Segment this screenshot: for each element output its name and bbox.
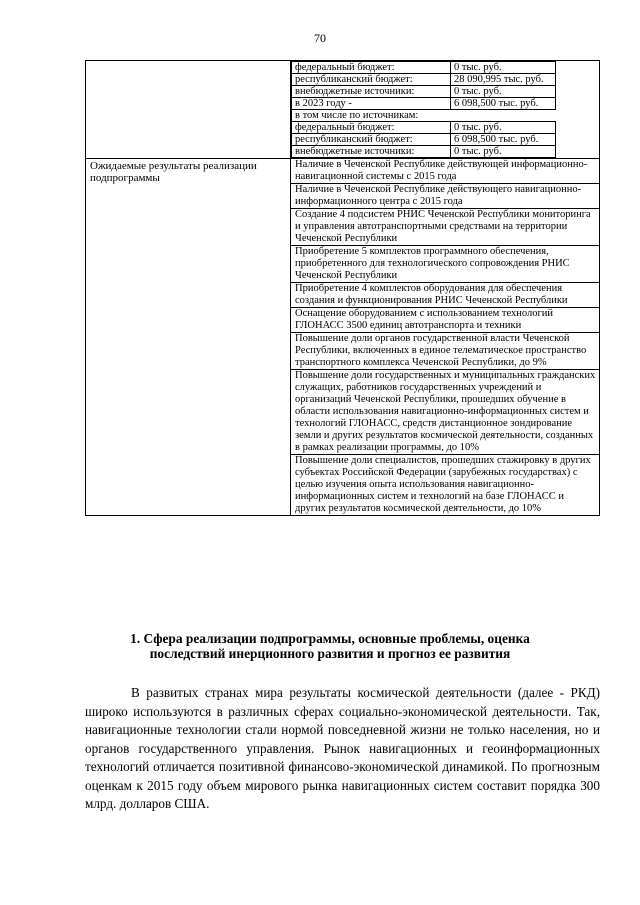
result-item: Оснащение оборудованием с использованием технологий ГЛОНАСС 3500 единиц автотранспорта и техники <box>291 308 600 333</box>
result-item: Приобретение 5 комплектов программного обеспечения, приобретенного для технологического сопровождения РНИС Чеченской Республики <box>291 246 600 283</box>
result-item: Повышение доли органов государственной власти Чеченской Республики, включенных в единое телематическое пространство транспортного комплекса Чеченской Республики, до 9% <box>291 333 600 370</box>
funding-amount: 0 тыс. руб. <box>451 86 556 98</box>
result-item: Наличие в Чеченской Республике действующей информационно-навигационной системы с 2015 года <box>291 159 600 184</box>
funding-source-label: внебюджетные источники: <box>292 146 451 158</box>
funding-amount: 0 тыс. руб. <box>451 62 556 74</box>
funding-line <box>292 86 556 98</box>
funding-source-label: внебюджетные источники: <box>292 86 451 98</box>
result-item: Повышение доли специалистов, прошедших стажировку в других субъектах Российской Федерации (зарубежных государствах) с целью изучения опыта использования навигационно-информационных систем и технологий на базе ГЛОНАСС и других результатов космической деятельности, до 10% <box>291 455 600 516</box>
funding-line <box>292 146 556 158</box>
funding-line <box>292 62 556 74</box>
passport-table <box>85 60 600 516</box>
result-item: Создание 4 подсистем РНИС Чеченской Республики мониторинга и управления автотранспортными средствами на территории Чеченской Республики <box>291 209 600 246</box>
page-number: 70 <box>314 31 326 45</box>
funding-year-label: в 2023 году - <box>292 98 451 110</box>
result-item: Приобретение 4 комплектов оборудования для обеспечения создания и функционирования РНИС Чеченской Республики <box>291 283 600 308</box>
results-label: Ожидаемые результаты реализации подпрограммы <box>86 159 291 516</box>
funding-amount: 28 090,995 тыс. руб. <box>451 74 556 86</box>
funding-line <box>292 134 556 146</box>
funding-table <box>291 61 556 158</box>
funding-row <box>86 61 600 159</box>
funding-cell <box>291 61 600 159</box>
funding-amount: 0 тыс. руб. <box>451 122 556 134</box>
funding-source-label: федеральный бюджет: <box>292 122 451 134</box>
section-title: 1. Сфера реализации подпрограммы, основные проблемы, оценка последствий инерционного развития и прогноз ее развития <box>130 631 530 661</box>
funding-source-label: республиканский бюджет: <box>292 134 451 146</box>
funding-line <box>292 110 556 122</box>
funding-label-cell <box>86 61 291 159</box>
funding-source-label: республиканский бюджет: <box>292 74 451 86</box>
funding-line <box>292 98 556 110</box>
result-row <box>86 159 600 184</box>
funding-line <box>292 74 556 86</box>
funding-amount: 6 098,500 тыс. руб. <box>451 134 556 146</box>
body-paragraph: В развитых странах мира результаты космической деятельности (далее - РКД) широко используются в различных сферах социально-экономической деятельности. Так, навигационные технологии стали нормой повседневной жизни не только населения, но и органов государственного управления. Рынок навигационных и геоинформационных технологий отличается позитивной финансово-экономической динамикой. По прогнозным оценкам к 2015 году объем мирового рынка навигационных систем составит порядка 300 млрд. долларов США. <box>85 685 600 811</box>
funding-amount: 6 098,500 тыс. руб. <box>451 98 556 110</box>
funding-source-label: федеральный бюджет: <box>292 62 451 74</box>
funding-amount: 0 тыс. руб. <box>451 146 556 158</box>
result-item: Повышение доли государственных и муниципальных гражданских служащих, работников государственных учреждений и организаций Чеченской Республики, прошедших обучение в области использования навигационно-информационных систем и технологий ГЛОНАСС, средств дистанционное зондирование земли и других результатов космической деятельности, созданных в рамках реализации программы, до 10% <box>291 370 600 455</box>
funding-sources-label: в том числе по источникам: <box>292 110 556 122</box>
result-item: Наличие в Чеченской Республике действующего навигационно-информационного центра с 2015 года <box>291 184 600 209</box>
funding-line <box>292 122 556 134</box>
